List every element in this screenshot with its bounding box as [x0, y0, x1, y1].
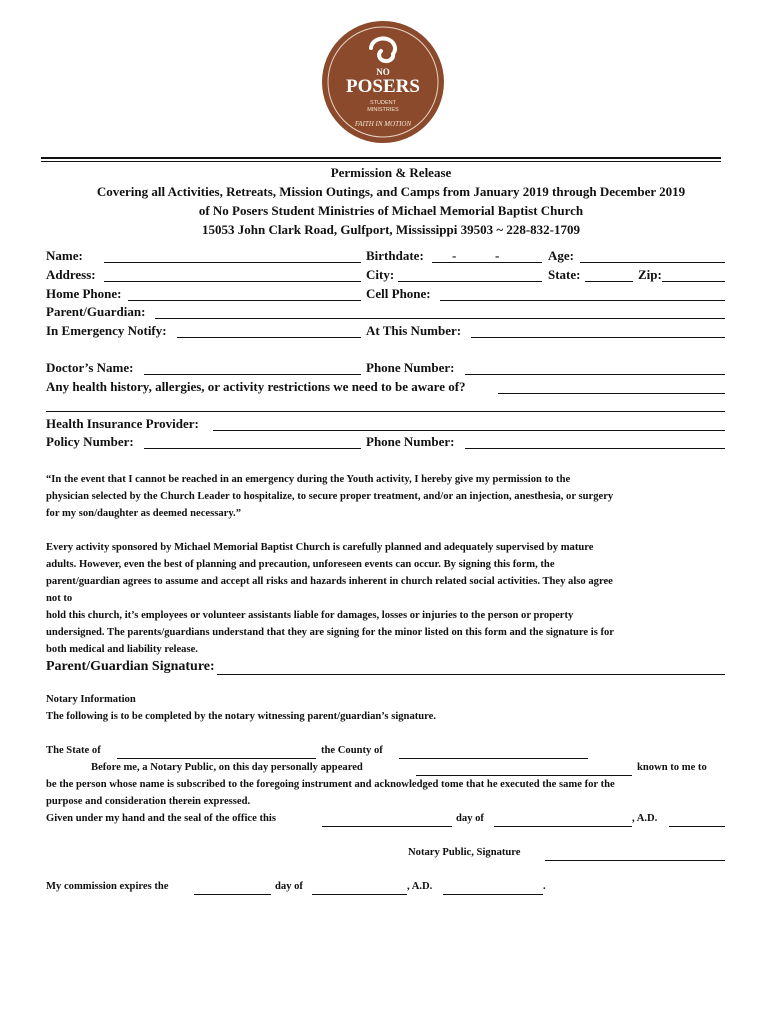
- doctor-label: Doctor’s Name:: [46, 360, 134, 375]
- insurance-label: Health Insurance Provider:: [46, 416, 199, 431]
- commission-month-field[interactable]: [312, 894, 407, 895]
- birthdate-sep1: -: [452, 248, 457, 263]
- header-line2: Covering all Activities, Retreats, Mission Outings, and Camps from January 2019 through December 2019: [96, 184, 686, 199]
- header-line3: of No Posers Student Ministries of Michael Memorial Baptist Church: [198, 203, 584, 218]
- state-of-field[interactable]: [117, 758, 316, 759]
- home-phone-label: Home Phone:: [46, 286, 122, 301]
- cell-phone-field[interactable]: [440, 300, 725, 301]
- commission-year-field[interactable]: [443, 894, 543, 895]
- commission-period: .: [543, 881, 546, 892]
- no-posers-logo: [321, 20, 445, 144]
- doctor-phone-field[interactable]: [465, 374, 725, 375]
- be-person-text: be the person whose name is subscribed to the foregoing instrument and acknowledged tome that he executed the same for the: [46, 779, 615, 790]
- purpose-text: purpose and consideration therein expressed.: [46, 796, 251, 807]
- form-title: Permission & Release: [330, 165, 452, 180]
- age-label: Age:: [548, 248, 574, 263]
- emergency-field[interactable]: [177, 337, 361, 338]
- consent-line: physician selected by the Church Leader to hospitalize, to secure proper treatment, and/or an injection, anesthesia, or surgery: [46, 491, 614, 502]
- at-number-field[interactable]: [471, 337, 725, 338]
- parent-guardian-field[interactable]: [155, 318, 725, 319]
- commission-day-field[interactable]: [194, 894, 271, 895]
- liability-line: parent/guardian agrees to assume and accept all risks and hazards inherent in church related social activities. They also agree: [46, 576, 613, 587]
- signature-field[interactable]: [217, 674, 725, 675]
- health-history-field-2[interactable]: [46, 411, 725, 412]
- given-year-field[interactable]: [669, 826, 725, 827]
- logo-line2: POSERS: [346, 76, 420, 97]
- given-ad: , A.D.: [632, 813, 658, 824]
- emergency-label: In Emergency Notify:: [46, 323, 167, 338]
- top-rule-thin: [41, 161, 721, 162]
- policy-field[interactable]: [144, 448, 361, 449]
- health-history-label: Any health history, allergies, or activity restrictions we need to be aware of?: [46, 379, 466, 394]
- top-rule: [41, 157, 721, 159]
- liability-line: both medical and liability release.: [46, 644, 198, 655]
- health-history-field[interactable]: [498, 393, 725, 394]
- consent-paragraph: [46, 471, 726, 522]
- county-of-field[interactable]: [399, 758, 588, 759]
- city-label: City:: [366, 267, 395, 282]
- commission-ad: , A.D.: [407, 881, 433, 892]
- consent-line: “In the event that I cannot be reached in an emergency during the Youth activity, I hereby give my permission to the: [46, 474, 571, 485]
- policy-label: Policy Number:: [46, 434, 134, 449]
- logo-line4: MINISTRIES: [367, 107, 399, 113]
- given-text: Given under my hand and the seal of the office this: [46, 813, 276, 824]
- zip-label: Zip:: [638, 267, 662, 282]
- notary-signature-field[interactable]: [545, 860, 725, 861]
- doctor-field[interactable]: [144, 374, 361, 375]
- given-day-of: day of: [456, 813, 484, 824]
- address-field[interactable]: [104, 281, 361, 282]
- logo-tagline: FAITH IN MOTION: [354, 120, 412, 128]
- liability-paragraph: [46, 539, 726, 658]
- zip-field[interactable]: [662, 281, 725, 282]
- commission-text: My commission expires the: [46, 881, 169, 892]
- birthdate-label: Birthdate:: [366, 248, 424, 263]
- cell-phone-label: Cell Phone:: [366, 286, 431, 301]
- birthdate-field[interactable]: [432, 262, 542, 263]
- consent-line: for my son/daughter as deemed necessary.”: [46, 508, 241, 519]
- known-text: known to me to: [637, 762, 707, 773]
- doctor-phone-label: Phone Number:: [366, 360, 455, 375]
- notary-heading: Notary Information: [46, 694, 136, 705]
- commission-day-of: day of: [275, 881, 303, 892]
- state-field[interactable]: [585, 281, 633, 282]
- policy-phone-field[interactable]: [465, 448, 725, 449]
- signature-label: Parent/Guardian Signature:: [46, 659, 215, 674]
- address-label: Address:: [46, 267, 96, 282]
- county-of-label: the County of: [321, 745, 383, 756]
- name-label: Name:: [46, 248, 83, 263]
- liability-line: Every activity sponsored by Michael Memorial Baptist Church is carefully planned and adequately supervised by mature: [46, 542, 594, 553]
- given-day-field[interactable]: [322, 826, 452, 827]
- liability-line: undersigned. The parents/guardians understand that they are signing for the minor listed on this form and the signature is for: [46, 627, 615, 638]
- city-field[interactable]: [398, 281, 542, 282]
- liability-line: adults. However, even the best of planning and precaution, unforeseen events can occur. By signing this form, the: [46, 559, 555, 570]
- appeared-name-field[interactable]: [416, 775, 632, 776]
- liability-line: not to: [46, 593, 73, 604]
- policy-phone-label: Phone Number:: [366, 434, 455, 449]
- notary-intro: The following is to be completed by the notary witnessing parent/guardian’s signature.: [46, 711, 437, 722]
- birthdate-sep2: -: [495, 248, 500, 263]
- insurance-field[interactable]: [213, 430, 725, 431]
- logo-line3: STUDENT: [370, 100, 396, 106]
- at-number-label: At This Number:: [366, 323, 462, 338]
- before-me-text: Before me, a Notary Public, on this day personally appeared: [91, 762, 363, 773]
- parent-guardian-label: Parent/Guardian:: [46, 304, 146, 319]
- given-month-field[interactable]: [494, 826, 632, 827]
- header-line4: 15053 John Clark Road, Gulfport, Mississippi 39503 ~ 228-832-1709: [201, 222, 581, 237]
- state-of-label: The State of: [46, 745, 101, 756]
- liability-line: hold this church, it’s employees or volunteer assistants liable for damages, losses or injuries to the person or property: [46, 610, 574, 621]
- home-phone-field[interactable]: [128, 300, 361, 301]
- name-field[interactable]: [104, 262, 361, 263]
- state-label: State:: [548, 267, 581, 282]
- logo-line1: NO: [376, 67, 390, 77]
- notary-signature-label: Notary Public, Signature: [408, 847, 521, 858]
- age-field[interactable]: [580, 262, 725, 263]
